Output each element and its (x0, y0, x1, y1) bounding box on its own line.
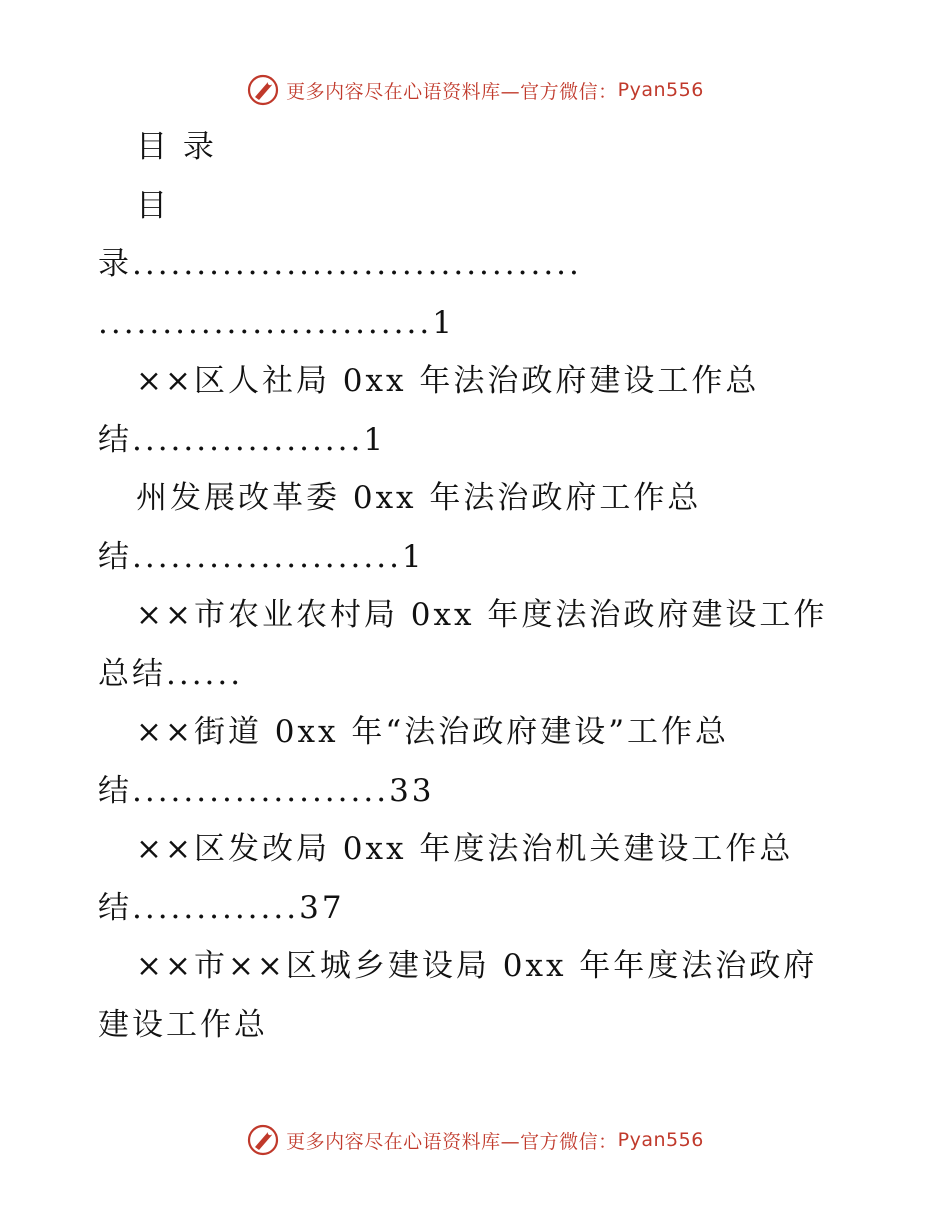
banner-wechat-id: Pyan556 (617, 79, 704, 101)
toc-line: 结..................1 (98, 421, 387, 458)
pen-logo-icon (246, 73, 280, 107)
toc-line: 州发展改革委 0xx 年法治政府工作总 (136, 480, 702, 516)
toc-line: ××街道 0xx 年“法治政府建设”工作总 (136, 714, 730, 750)
toc-line: ××区人社局 0xx 年法治政府建设工作总 (136, 363, 760, 399)
banner-text: 更多内容尽在心语资料库—官方微信： (286, 1130, 618, 1153)
toc-line: 目 (136, 187, 170, 224)
toc-line: 建设工作总 (98, 1006, 268, 1043)
toc-line: ××市××区城乡建设局 0xx 年年度法治政府 (136, 948, 818, 984)
banner-wechat-id: Pyan556 (617, 1129, 704, 1151)
toc-line: 结.....................1 (98, 538, 425, 575)
pen-logo-icon (246, 1123, 280, 1157)
toc-line: ..........................1 (98, 304, 455, 341)
banner-text: 更多内容尽在心语资料库—官方微信： (286, 80, 618, 103)
toc-line: ××区发改局 0xx 年度法治机关建设工作总 (136, 831, 794, 867)
toc-document (98, 118, 858, 1054)
header-watermark-banner (0, 70, 950, 110)
toc-line: 结.............37 (98, 889, 345, 926)
toc-line: 录................................... (98, 246, 582, 282)
footer-watermark-banner (0, 1120, 950, 1160)
toc-heading: 目 录 (136, 129, 217, 165)
toc-line: 结....................33 (98, 772, 435, 809)
toc-line: ××市农业农村局 0xx 年度法治政府建设工作 (136, 597, 828, 633)
toc-line: 总结...... (98, 655, 244, 692)
